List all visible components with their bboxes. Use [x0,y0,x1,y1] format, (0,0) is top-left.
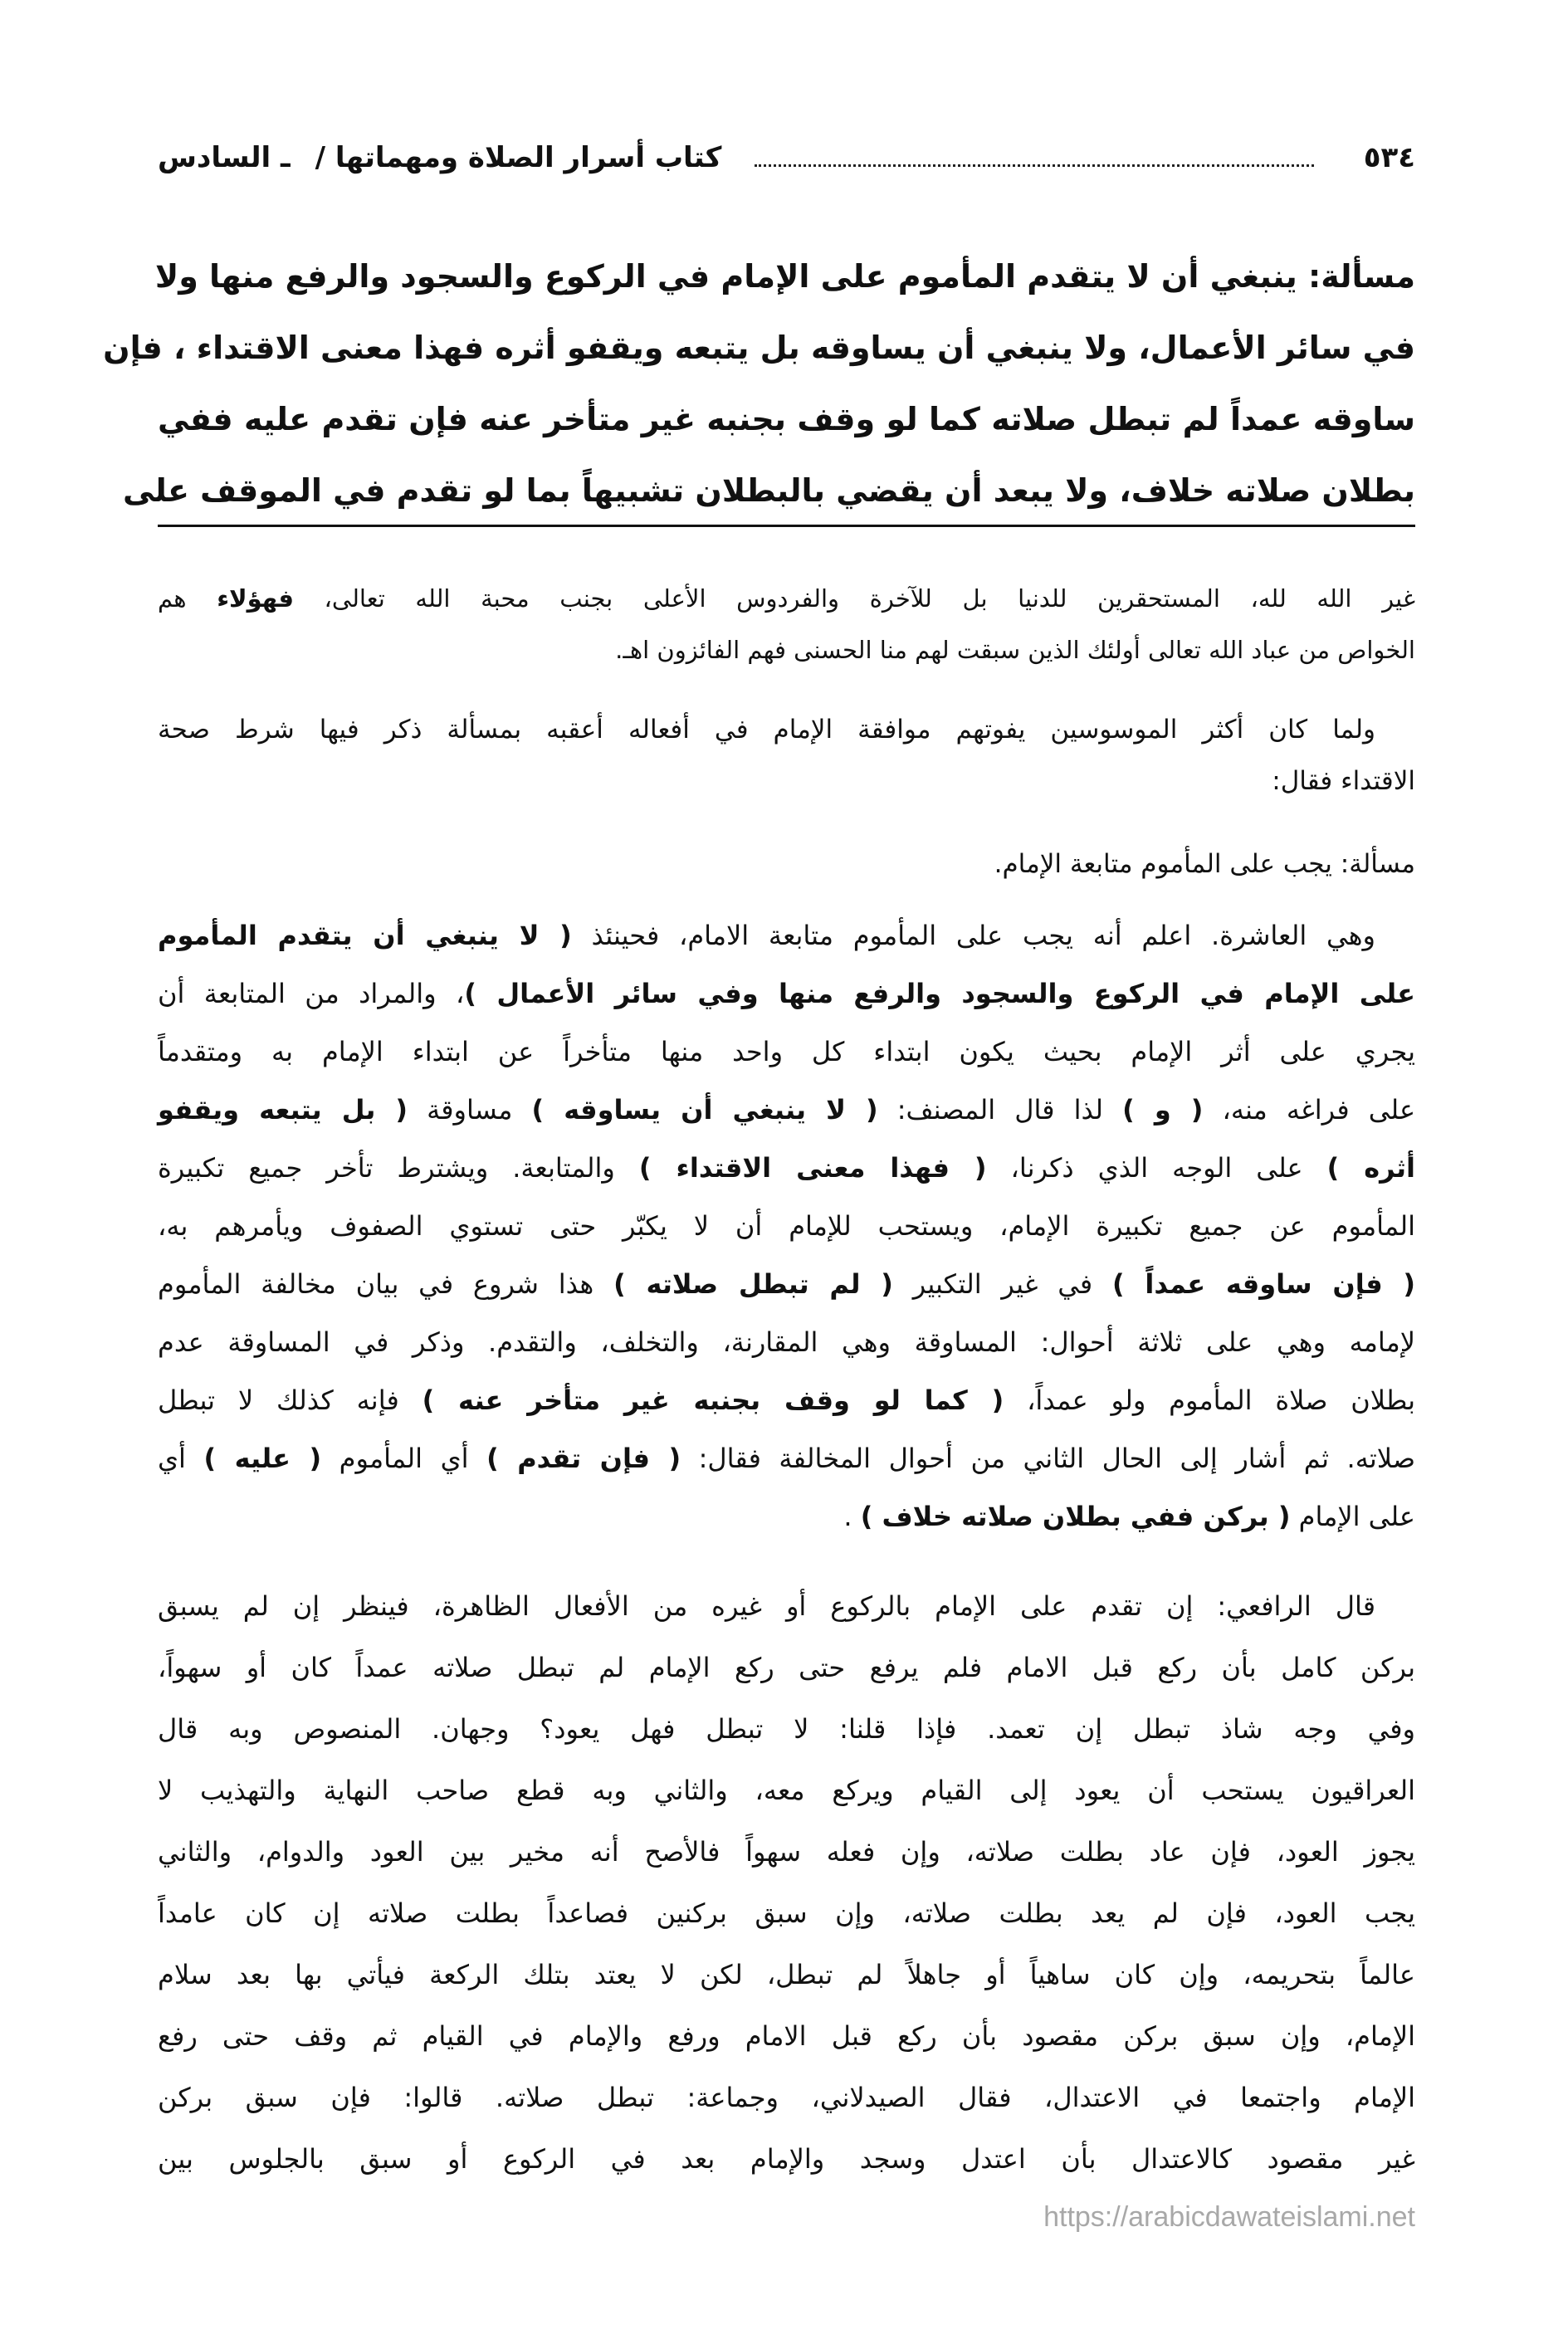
text-segment: . [843,1501,861,1532]
text-segment: على فراغه منه، [1203,1094,1416,1126]
rafii-paragraph [158,1575,1415,2190]
bold-quote-segment: ساوقه عمداً لم تبطل صلاته كما لو وقف بجنبه غير متأخر عنه فإن تقدم عليه ففي [158,401,1415,437]
text-segment: يجري على أثر الإمام بحيث يكون ابتداء كل واحد منها متأخراً عن ابتداء الإمام به ومتقدماً [158,1036,1415,1067]
text-segment: يجب العود، فإن لم يعد بطلت صلاته، وإن سبق بركنين فصاعداً بطلت صلاته إن كان عامداً [158,1897,1415,1929]
text-line [158,964,1415,1023]
bold-quote-segment: ( كما لو وقف بجنبه غير متأخر عنه ) [422,1384,1004,1416]
text-segment: والمتابعة. ويشترط تأخر جميع تكبيرة [158,1152,639,1184]
text-line [158,1883,1415,1944]
footnote-block [158,573,1415,676]
bold-quote-segment: ( بركن ففي بطلان صلاته خلاف ) [860,1501,1291,1532]
bold-quote-segment: ( لا ينبغي أن يساوقه ) [531,1094,878,1126]
commentary-block [158,906,1415,1546]
text-line [158,2128,1415,2190]
bold-quote-segment: ( لم تبطل صلاته ) [613,1268,893,1300]
page-number: ٥٣٤ [1363,141,1415,174]
text-segment: فإنه كذلك لا تبطل [158,1384,423,1416]
text-line [158,906,1415,964]
bold-quote-segment: ( عليه ) [203,1443,322,1474]
text-line [158,1313,1415,1371]
text-segment: غير مقصود كالاعتدال بأن اعتدل وسجد والإمام بعد في الركوع أو سبق بالجلوس بين [158,2143,1415,2175]
masala-heading [158,838,1415,890]
text-line [158,1575,1415,1637]
text-segment: الإمام واجتمعا في الاعتدال، فقال الصيدلاني، وجماعة: تبطل صلاته. قالوا: فإن سبق بركن [158,2082,1415,2113]
text-segment: ولما كان أكثر الموسوسين يفوتهم موافقة الإمام في أفعاله أعقبه بمسألة ذكر فيها شرط صحة [158,715,1375,745]
bold-quote-segment: ( و ) [1122,1094,1204,1126]
masala-heading-text: مسألة: يجب على المأموم متابعة الإمام. [994,849,1415,879]
text-line [158,573,1415,624]
text-line [158,1698,1415,1760]
bold-quote-segment: ( فإن تقدم ) [486,1443,681,1474]
main-text-block [103,241,1415,526]
text-segment: العراقيون يستحب أن يعود إلى القيام ويركع معه، والثاني وبه قطع صاحب النهاية والتهذيب لا [158,1775,1415,1806]
text-segment: عالماً بتحريمه، وإن كان ساهياً أو جاهلاً لم تبطل، لكن لا يعتد بتلك الركعة فيأتي بها بعد سلام [158,1959,1415,1990]
section-label: ـ السادس [158,141,291,174]
text-line [158,1429,1415,1487]
text-segment: يجوز العود، فإن عاد بطلت صلاته، وإن فعله سهواً فالأصح أنه مخير بين العود والدوام، والثاني [158,1836,1415,1868]
text-line [158,1821,1415,1883]
text-segment: بركن كامل بأن ركع قبل الامام فلم يرفع حتى ركع الإمام لم تبطل صلاته عمداً كان أو سهواً، [158,1652,1415,1683]
bold-quote-segment: على الإمام في الركوع والسجود والرفع منها وفي سائر الأعمال ) [464,978,1415,1009]
text-line [158,1944,1415,2005]
text-segment: غير الله لله، المستحقرين للدنيا بل للآخرة والفردوس الأعلى بجنب محبة الله تعالى، [293,584,1415,613]
bold-quote-segment: مسألة: ينبغي أن لا يتقدم المأموم على الإمام في الركوع والسجود والرفع منها ولا [154,258,1415,295]
bold-quote-segment: ( فهذا معنى الاقتداء ) [638,1152,987,1184]
text-segment: هذا شروع في بيان مخالفة المأموم [158,1268,614,1300]
text-segment: صلاته. ثم أشار إلى الحال الثاني من أحوال المخالفة فقال: [681,1443,1416,1474]
text-segment: ، والمراد من المتابعة أن [158,978,465,1009]
text-segment: على الوجه الذي ذكرنا، [986,1152,1327,1184]
text-line [158,1760,1415,1821]
text-segment: الإمام، وإن سبق بركن مقصود بأن ركع قبل الامام ورفع والإمام في القيام ثم وقف حتى رفع [158,2020,1415,2052]
text-line [158,1371,1415,1429]
text-segment: وفي وجه شاذ تبطل إن تعمد. فإذا قلنا: لا تبطل فهل يعود؟ وجهان. المنصوص وبه قال [158,1713,1415,1745]
text-segment: أي [158,1443,204,1474]
text-line [158,755,1415,807]
text-segment: أي المأموم [321,1443,487,1474]
text-line [158,1081,1415,1139]
text-segment: الخواص من عباد الله تعالى أولئك الذين سبقت لهم منا الحسنى فهم الفائزون اهـ. [615,636,1415,664]
text-segment: على الإمام [1290,1501,1415,1532]
text-segment: الاقتداء فقال: [1272,766,1415,796]
text-segment: في غير التكبير [892,1268,1112,1300]
text-line [158,1197,1415,1255]
text-segment: لإمامه وهي على ثلاثة أحوال: المساوقة وهي المقارنة، والتخلف، والتقدم. وذكر في المساوقة عدم [158,1326,1415,1358]
bold-quote-segment: أثره ) [1326,1152,1416,1184]
text-line [158,1637,1415,1698]
text-line [154,241,1415,312]
text-line [158,2005,1415,2067]
text-line [158,1255,1415,1313]
header-dot-leader [755,149,1313,167]
text-line [158,1023,1415,1081]
bold-quote-segment: ( لا ينبغي أن يتقدم المأموم [158,920,572,951]
text-segment: بطلان صلاة المأموم ولو عمداً، [1004,1384,1415,1416]
bold-quote-segment: في سائر الأعمال، ولا ينبغي أن يساوقه بل يتبعه ويقفو أثره فهذا معنى الاقتداء ، فإن [103,330,1415,366]
text-segment: المأموم عن جميع تكبيرة الإمام، ويستحب للإمام أن لا يكبّر حتى تستوي الصفوف ويأمرهم به، [158,1210,1415,1242]
text-line [103,312,1415,383]
text-line [158,383,1415,455]
bold-quote-segment: بطلان صلاته خلاف، ولا يبعد أن يقضي بالبطلان تشبيهاً بما لو تقدم في الموقف على [123,472,1415,509]
text-segment: قال الرافعي: إن تقدم على الإمام بالركوع أو غيره من الأفعال الظاهرة، فينظر إن لم يسبق [158,1590,1375,1622]
intro-paragraph [158,704,1415,807]
footnote-divider [158,525,1415,527]
bold-quote-segment: ( فإن ساوقه عمداً ) [1112,1268,1416,1300]
book-title: كتاب أسرار الصلاة ومهماتها / [315,141,722,174]
watermark-url: https://arabicdawateislami.net [1043,2201,1415,2233]
text-line [158,624,1415,676]
bold-quote-segment: ( بل يتبعه ويقفو [158,1094,408,1126]
running-header [158,133,1415,183]
text-line [158,704,1415,755]
text-segment: هم [158,584,217,613]
bold-quote-segment: فهؤلاء [217,584,294,613]
text-line [123,455,1415,526]
text-segment: وهي العاشرة. اعلم أنه يجب على المأموم متابعة الامام، فحينئذ [571,920,1376,951]
text-segment: مساوقة [408,1094,532,1126]
text-line [158,2067,1415,2128]
text-line [158,1139,1415,1197]
text-segment: لذا قال المصنف: [877,1094,1123,1126]
text-line [158,1487,1415,1546]
